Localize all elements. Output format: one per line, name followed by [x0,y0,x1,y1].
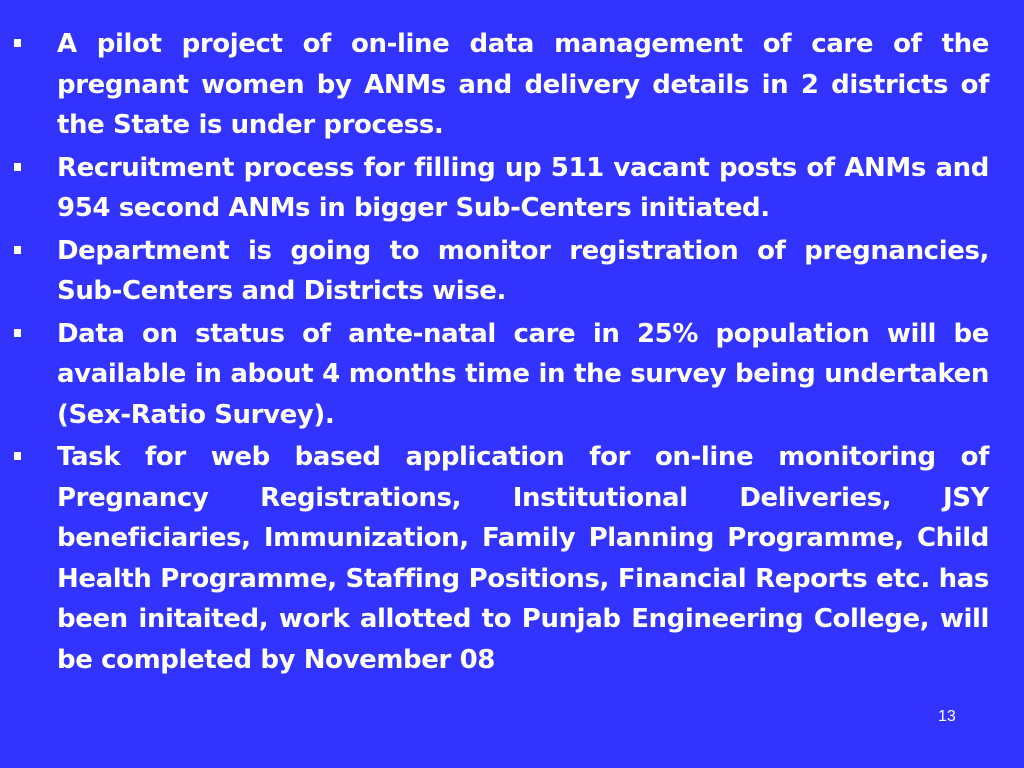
square-bullet-icon [14,452,21,460]
bullet-text: Data on status of ante-natal care in 25% population will be available in about 4 months time in the survey being undertaken (Sex-Ratio Survey). [57,318,989,430]
bullet-text: Task for web based application for on-line monitoring of Pregnancy Registrations, Institutional Deliveries, JSY beneficiaries, Immunization, Family Planning Programme, Child Health Programme, Staffing Positions, Financial Reports etc. has been initaited, work allotted to Punjab Engineering College, will be completed by November 08 [57,442,989,675]
square-bullet-icon [14,39,21,47]
square-bullet-icon [14,163,21,171]
page-number: 13 [938,708,956,725]
square-bullet-icon [14,246,21,254]
bullet-text: Department is going to monitor registration of pregnancies, Sub-Centers and Districts wise. [57,235,989,306]
bullet-item [14,314,989,436]
bullet-item [14,437,989,680]
bullet-item [14,148,989,229]
bullet-text: A pilot project of on-line data management of care of the pregnant women by ANMs and delivery details in 2 districts of the State is under process. [57,29,989,140]
square-bullet-icon [14,329,21,337]
bullet-item [14,231,989,312]
bullet-list [14,24,989,682]
bullet-item [14,24,989,146]
bullet-text: Recruitment process for filling up 511 vacant posts of ANMs and 954 second ANMs in bigger Sub-Centers initiated. [57,152,989,223]
